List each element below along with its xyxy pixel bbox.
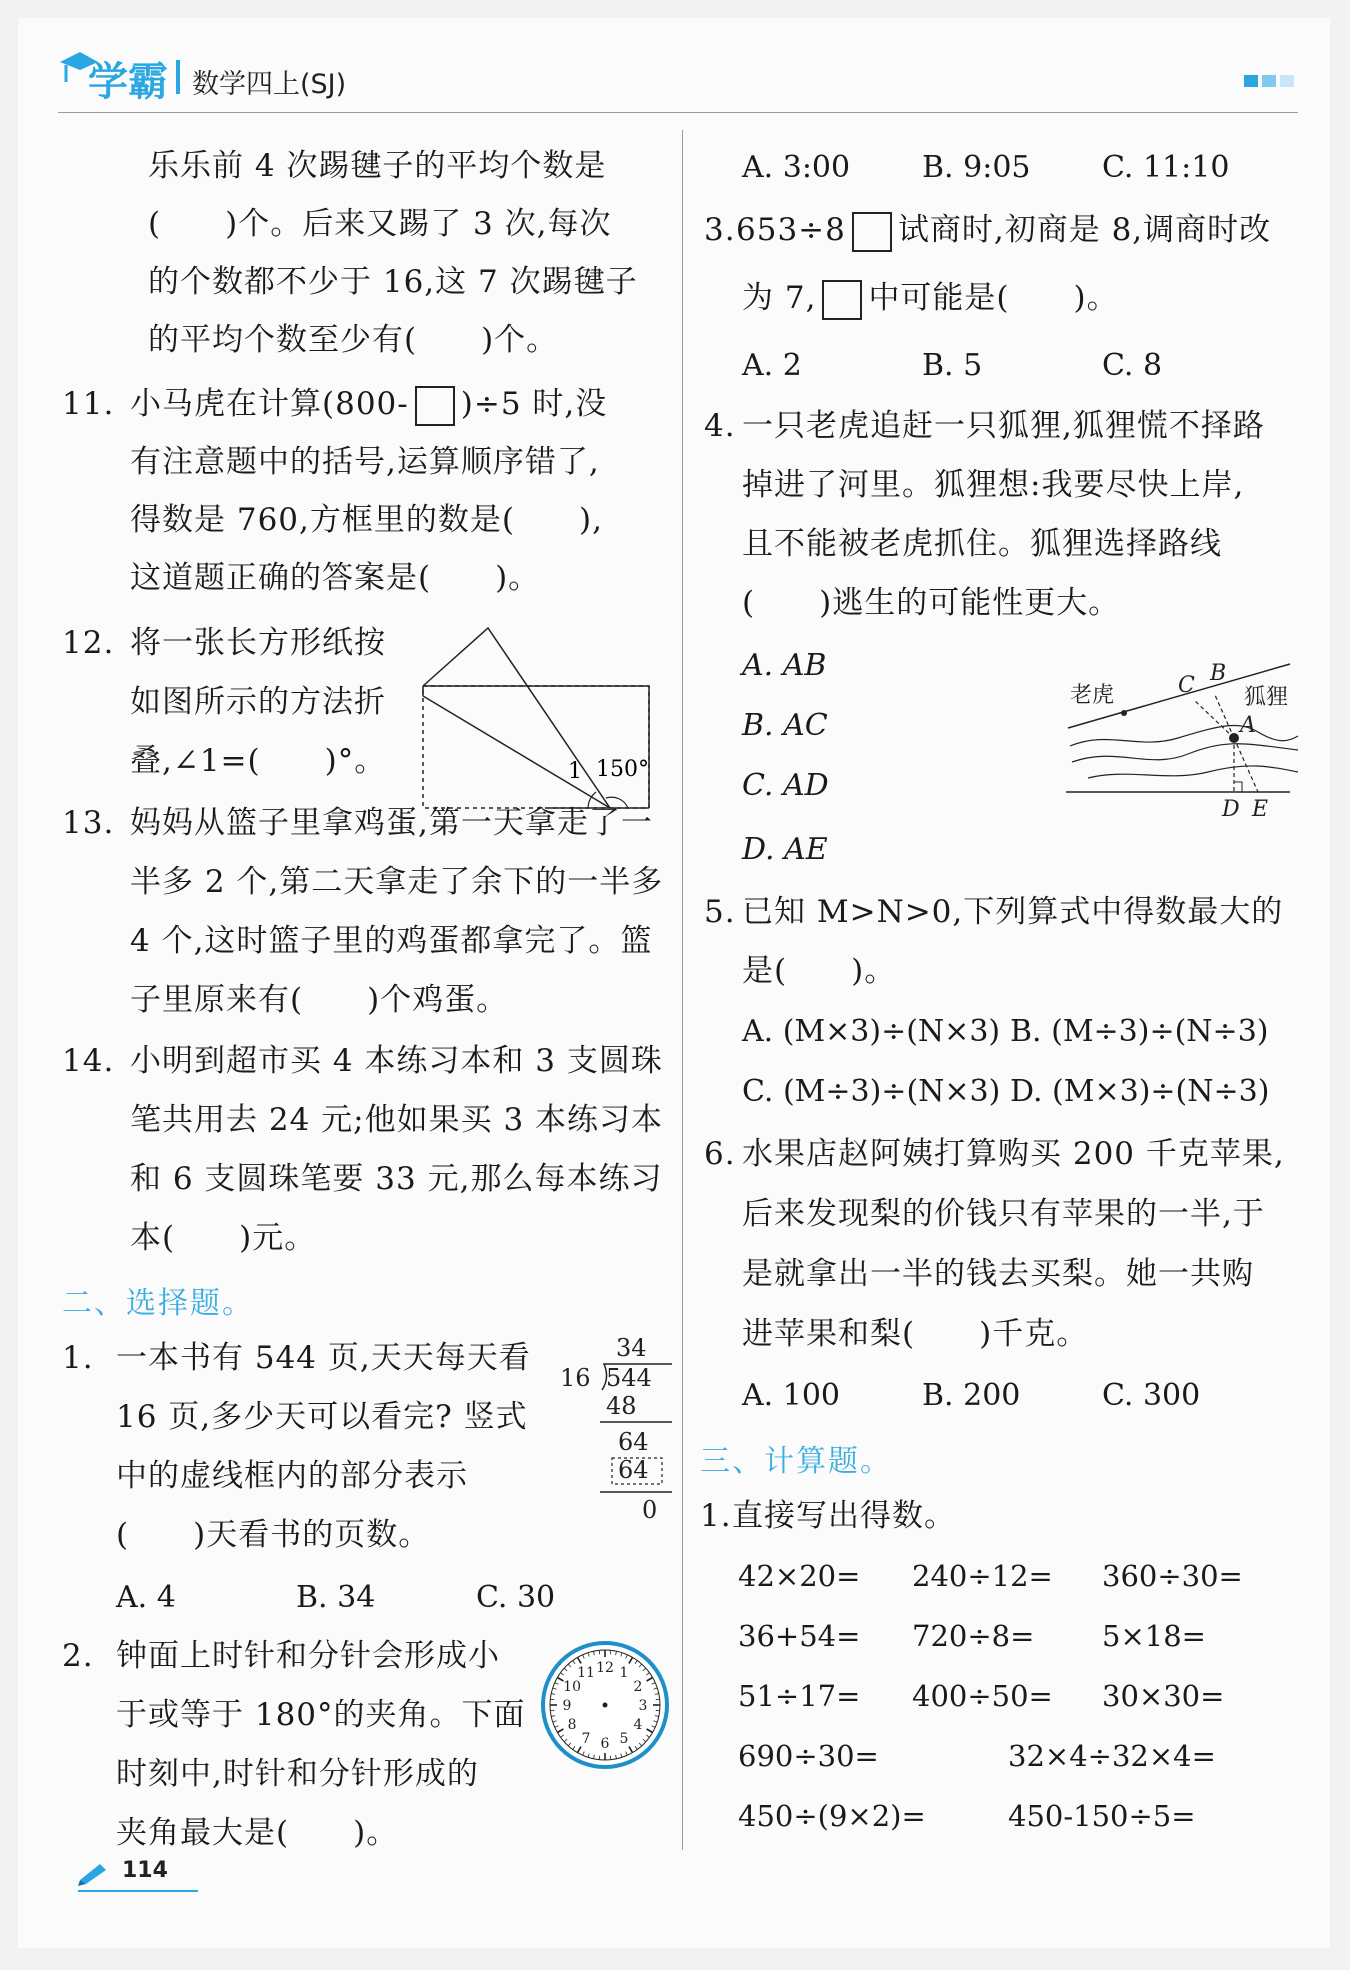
footer-rule bbox=[78, 1890, 198, 1892]
q13-line: 半多 2 个,第二天拿走了余下的一半多 bbox=[130, 864, 664, 900]
q11-first-line: 小马虎在计算(800- )÷5 时,没 bbox=[130, 384, 607, 426]
c6-line: 进苹果和梨( )千克。 bbox=[742, 1316, 1089, 1352]
c6-number: 6. bbox=[704, 1136, 736, 1172]
c6-line: 水果店赵阿姨打算购买 200 千克苹果, bbox=[742, 1136, 1285, 1172]
calc-item: 30×30= bbox=[1102, 1679, 1225, 1713]
c2-line: 夹角最大是( )。 bbox=[116, 1815, 399, 1851]
clock-face-icon bbox=[538, 1638, 672, 1772]
river-escape-figure bbox=[1058, 650, 1308, 830]
c5-option-d: D. (M×3)÷(N÷3) bbox=[1010, 1074, 1270, 1109]
c2-number: 2. bbox=[62, 1638, 94, 1674]
c2-option-b: B. 9:05 bbox=[922, 150, 1031, 185]
answer-box bbox=[822, 280, 862, 320]
q12-line: 将一张长方形纸按 bbox=[130, 625, 386, 661]
q12-line: 如图所示的方法折 bbox=[130, 684, 386, 720]
q11-number: 11. bbox=[62, 386, 115, 422]
c5-option-b: B. (M÷3)÷(N÷3) bbox=[1010, 1014, 1269, 1049]
calc-item: 400÷50= bbox=[912, 1679, 1053, 1713]
q14-line: 笔共用去 24 元;他如果买 3 本练习本 bbox=[130, 1102, 664, 1138]
c5-line: 是( )。 bbox=[742, 953, 897, 989]
header-dots bbox=[1244, 72, 1294, 91]
long-division-figure bbox=[556, 1332, 682, 1532]
point-c-label: C bbox=[1178, 673, 1195, 698]
q14-line: 小明到超市买 4 本练习本和 3 支圆珠 bbox=[130, 1043, 663, 1079]
point-a-label: A bbox=[1240, 713, 1256, 738]
c1-line: ( )天看书的页数。 bbox=[116, 1517, 431, 1553]
q11-line: 得数是 760,方框里的数是( ), bbox=[130, 502, 603, 538]
header-divider bbox=[176, 60, 180, 94]
q13-line: 妈妈从篮子里拿鸡蛋,第一天拿走了一 bbox=[130, 805, 653, 841]
division-dividend: 544 bbox=[606, 1364, 652, 1392]
c1-number: 1. bbox=[62, 1340, 94, 1376]
c4-number: 4. bbox=[704, 408, 736, 444]
c1-line: 一本书有 544 页,天天每天看 bbox=[116, 1340, 531, 1376]
c6-option-a: A. 100 bbox=[742, 1378, 840, 1413]
q10-line: 的平均个数至少有( )个。 bbox=[148, 322, 559, 358]
clock-numeral: 7 bbox=[581, 1730, 591, 1747]
clock-numeral: 8 bbox=[567, 1717, 577, 1733]
angle-150-label: 150° bbox=[596, 757, 649, 782]
section-calc-title: 三、计算题。 bbox=[700, 1444, 892, 1479]
c3-first-line: 653÷8 试商时,初商是 8,调商时改 bbox=[736, 210, 1271, 252]
c5-number: 5. bbox=[704, 894, 736, 930]
calc-item: 42×20= bbox=[738, 1559, 861, 1593]
c2-line: 于或等于 180°的夹角。下面 bbox=[116, 1697, 526, 1733]
pencil-icon bbox=[78, 1860, 112, 1886]
section-choice-title: 二、选择题。 bbox=[62, 1286, 254, 1321]
q11-line: 有注意题中的括号,运算顺序错了, bbox=[130, 444, 600, 480]
q10-line: ( )个。后来又踢了 3 次,每次 bbox=[148, 206, 612, 242]
division-divisor: 16 bbox=[560, 1364, 591, 1392]
calc-item: 450-150÷5= bbox=[1008, 1799, 1196, 1833]
c1-option-b: B. 34 bbox=[296, 1580, 376, 1615]
c1-line: 16 页,多少天可以看完? 竖式 bbox=[116, 1399, 528, 1435]
c3-option-c: C. 8 bbox=[1102, 348, 1163, 383]
c4-option-a: A. AB bbox=[742, 648, 827, 683]
c4-option-d: D. AE bbox=[742, 832, 828, 867]
brand-logo: 学霸 bbox=[88, 59, 168, 105]
q13-line: 子里原来有( )个鸡蛋。 bbox=[130, 982, 509, 1018]
angle-1-label: 1 bbox=[568, 759, 582, 784]
page-number: 114 bbox=[122, 1858, 168, 1883]
tiger-label: 老虎 bbox=[1070, 683, 1115, 708]
c4-option-b: B. AC bbox=[742, 708, 828, 743]
column-divider bbox=[682, 130, 683, 1850]
c2-line: 钟面上时针和分针会形成小 bbox=[116, 1638, 500, 1674]
division-step: 48 bbox=[606, 1392, 637, 1420]
c4-line: 一只老虎追赶一只狐狸,狐狸慌不择路 bbox=[742, 408, 1265, 444]
workbook-page bbox=[18, 18, 1330, 1948]
c1-option-a: A. 4 bbox=[116, 1580, 176, 1615]
calc-item: 51÷17= bbox=[738, 1679, 861, 1713]
c3-second-line: 为 7, 中可能是( )。 bbox=[742, 278, 1119, 320]
c4-line: ( )逃生的可能性更大。 bbox=[742, 585, 1121, 621]
calc-item: 240÷12= bbox=[912, 1559, 1053, 1593]
header bbox=[58, 48, 1298, 118]
c6-option-b: B. 200 bbox=[922, 1378, 1021, 1413]
q14-line: 本( )元。 bbox=[130, 1220, 317, 1256]
clock-numeral: 9 bbox=[562, 1698, 572, 1714]
clock-numeral: 6 bbox=[600, 1736, 610, 1752]
c6-line: 是就拿出一半的钱去买梨。她一共购 bbox=[742, 1256, 1254, 1292]
answer-box bbox=[852, 212, 892, 252]
q14-number: 14. bbox=[62, 1043, 115, 1079]
folded-paper-figure bbox=[418, 626, 678, 816]
c6-line: 后来发现梨的价钱只有苹果的一半,于 bbox=[742, 1196, 1265, 1232]
clock-numeral: 2 bbox=[633, 1679, 643, 1695]
calc-item: 5×18= bbox=[1102, 1619, 1206, 1653]
k1-title: 直接写出得数。 bbox=[732, 1498, 956, 1534]
c3-number: 3. bbox=[704, 212, 736, 248]
c4-line: 掉进了河里。狐狸想:我要尽快上岸, bbox=[742, 467, 1245, 503]
calc-item: 720÷8= bbox=[912, 1619, 1035, 1653]
calc-item: 36+54= bbox=[738, 1619, 861, 1653]
c1-line: 中的虚线框内的部分表示 bbox=[116, 1458, 468, 1494]
clock-numeral: 1 bbox=[619, 1665, 629, 1682]
answer-box bbox=[415, 386, 455, 426]
header-rule bbox=[58, 112, 1298, 113]
q12-number: 12. bbox=[62, 625, 115, 661]
c5-line: 已知 M>N>0,下列算式中得数最大的 bbox=[742, 894, 1284, 930]
c3-option-b: B. 5 bbox=[922, 348, 983, 383]
c4-line: 且不能被老虎抓住。狐狸选择路线 bbox=[742, 526, 1222, 562]
clock-numeral: 4 bbox=[633, 1717, 643, 1733]
q13-number: 13. bbox=[62, 805, 115, 841]
division-step: 64 bbox=[618, 1456, 649, 1484]
q11-line: 这道题正确的答案是( )。 bbox=[130, 560, 541, 596]
c1-option-c: C. 30 bbox=[476, 1580, 556, 1615]
division-step: 64 bbox=[618, 1428, 649, 1456]
q10-line: 乐乐前 4 次踢毽子的平均个数是 bbox=[148, 148, 607, 184]
k1-number: 1. bbox=[700, 1498, 732, 1534]
c5-option-c: C. (M÷3)÷(N×3) bbox=[742, 1074, 1001, 1109]
clock-numeral: 11 bbox=[577, 1665, 595, 1682]
division-quotient: 34 bbox=[616, 1334, 647, 1362]
calc-item: 690÷30= bbox=[738, 1739, 879, 1773]
clock-numeral: 3 bbox=[638, 1698, 648, 1714]
c5-option-a: A. (M×3)÷(N×3) bbox=[742, 1014, 1001, 1049]
fox-label: 狐狸 bbox=[1244, 685, 1289, 710]
point-e-label: E bbox=[1252, 797, 1269, 822]
q10-line: 的个数都不少于 16,这 7 次踢毽子 bbox=[148, 264, 638, 300]
subject-title: 数学四上(SJ) bbox=[192, 69, 347, 100]
q14-line: 和 6 支圆珠笔要 33 元,那么每本练习 bbox=[130, 1161, 663, 1197]
point-b-label: B bbox=[1210, 661, 1227, 686]
point-d-label: D bbox=[1222, 797, 1240, 822]
c2-line: 时刻中,时针和分针形成的 bbox=[116, 1756, 479, 1792]
q12-line: 叠,∠1=( )°。 bbox=[130, 743, 387, 779]
clock-numeral: 12 bbox=[596, 1660, 614, 1676]
calc-item: 450÷(9×2)= bbox=[738, 1799, 926, 1833]
c2-option-c: C. 11:10 bbox=[1102, 150, 1230, 185]
q13-line: 4 个,这时篮子里的鸡蛋都拿完了。篮 bbox=[130, 923, 653, 959]
clock-numeral: 10 bbox=[563, 1679, 582, 1695]
calc-item: 32×4÷32×4= bbox=[1008, 1739, 1216, 1773]
c6-option-c: C. 300 bbox=[1102, 1378, 1201, 1413]
clock-numeral: 5 bbox=[619, 1730, 629, 1747]
c3-option-a: A. 2 bbox=[742, 348, 802, 383]
c4-option-c: C. AD bbox=[742, 768, 829, 803]
c2-option-a: A. 3:00 bbox=[742, 150, 851, 185]
division-remainder: 0 bbox=[642, 1496, 658, 1524]
calc-item: 360÷30= bbox=[1102, 1559, 1243, 1593]
